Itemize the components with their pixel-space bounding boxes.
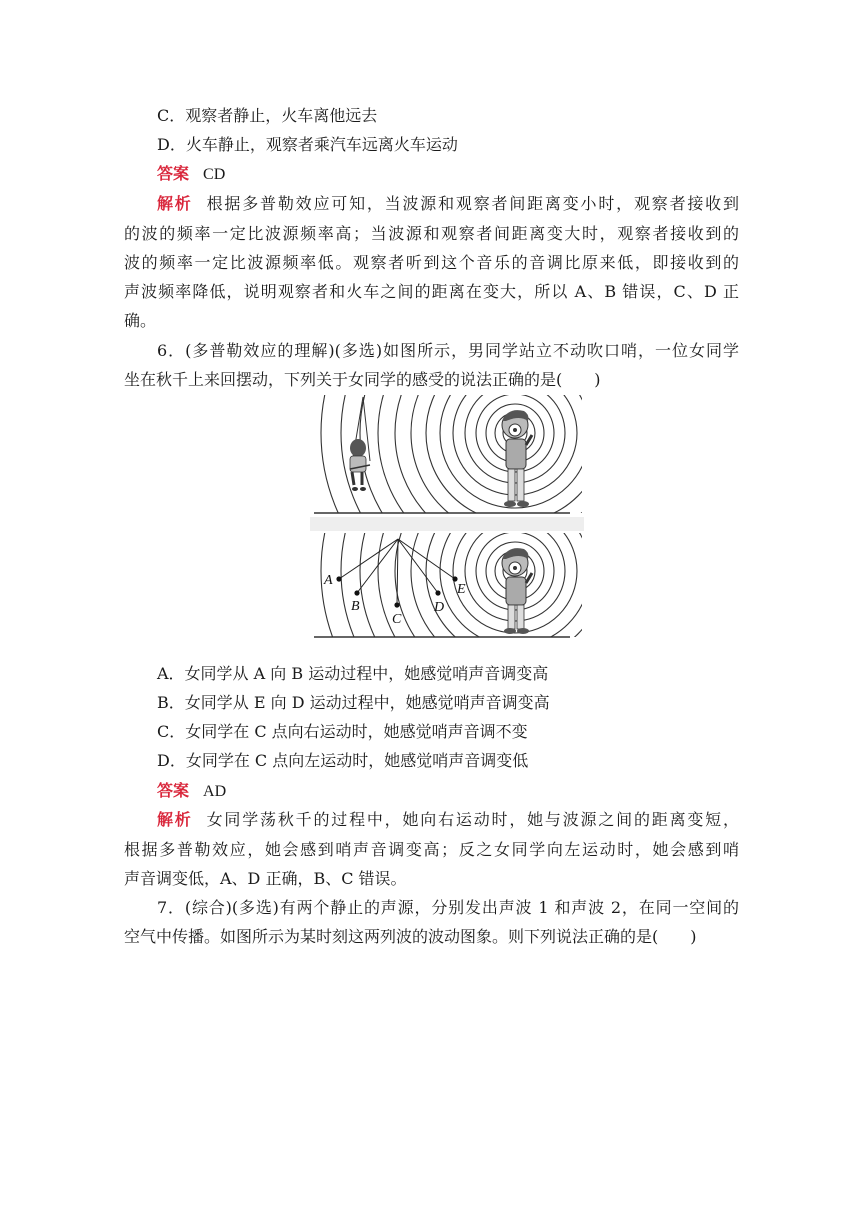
point-label-e: E	[457, 582, 466, 597]
point-label-c: C	[392, 612, 402, 627]
q6-analysis-line: 声音调变低，A、D 正确，B、C 错误。	[124, 869, 407, 888]
q5-answer-line	[157, 164, 739, 185]
answer-value: AD	[203, 783, 227, 800]
q6-answer-line	[157, 781, 739, 802]
answer-value: CD	[203, 166, 226, 183]
q5-analysis-line: 解析 根据多普勒效应可知，当波源和观察者间距离变小时，观察者接收到	[157, 194, 739, 213]
q6-stem-line: 坐在秋千上来回摆动，下列关于女同学的感受的说法正确的是( )	[124, 370, 601, 389]
point-label-d: D	[434, 600, 445, 615]
q6-option-b: B．女同学从 E 向 D 运动过程中，她感觉哨声音调变高	[157, 693, 550, 712]
q5-analysis-line: 波的频率一定比波源频率低。观察者听到这个音乐的音调比原来低，即接收到的	[124, 253, 739, 272]
q5-option-d: D．火车静止，观察者乘汽车远离火车运动	[157, 135, 458, 154]
q6-stem-line: 6．(多普勒效应的理解)(多选)如图所示，男同学站立不动吹口哨，一位女同学	[157, 341, 739, 360]
q5-analysis-line: 的波的频率一定比波源频率高；当波源和观察者间距离变大时，观察者接收到的	[124, 224, 739, 243]
q6-analysis-line: 解析 女同学荡秋千的过程中，她向右运动时，她与波源之间的距离变短，	[157, 810, 739, 829]
q6-analysis-line: 根据多普勒效应，她会感到哨声音调变高；反之女同学向左运动时，她会感到哨	[124, 840, 739, 859]
q5-analysis-line: 确。	[124, 311, 157, 330]
doppler-figure	[310, 393, 584, 653]
doppler-diagram	[310, 393, 584, 653]
point-label-b: B	[351, 599, 360, 614]
q6-option-a: A．女同学从 A 向 B 运动过程中，她感觉哨声音调变高	[157, 664, 549, 683]
q5-analysis-line: 声波频率降低，说明观察者和火车之间的距离在变大，所以 A、B 错误，C、D 正	[124, 282, 739, 301]
q6-option-d: D．女同学在 C 点向左运动时，她感觉哨声音调变低	[157, 751, 529, 770]
answer-label: 答案	[157, 781, 190, 800]
analysis-label: 解析	[157, 810, 193, 829]
answer-label: 答案	[157, 164, 190, 183]
q6-option-c: C．女同学在 C 点向右运动时，她感觉哨声音调不变	[157, 722, 528, 741]
q7-stem-line: 空气中传播。如图所示为某时刻这两列波的波动图象。则下列说法正确的是( )	[124, 927, 697, 946]
q7-stem-line: 7．(综合)(多选)有两个静止的声源，分别发出声波 1 和声波 2，在同一空间的	[157, 898, 739, 917]
q5-option-c: C．观察者静止，火车离他远去	[157, 106, 378, 125]
analysis-label: 解析	[157, 194, 193, 213]
point-label-a: A	[324, 573, 333, 588]
